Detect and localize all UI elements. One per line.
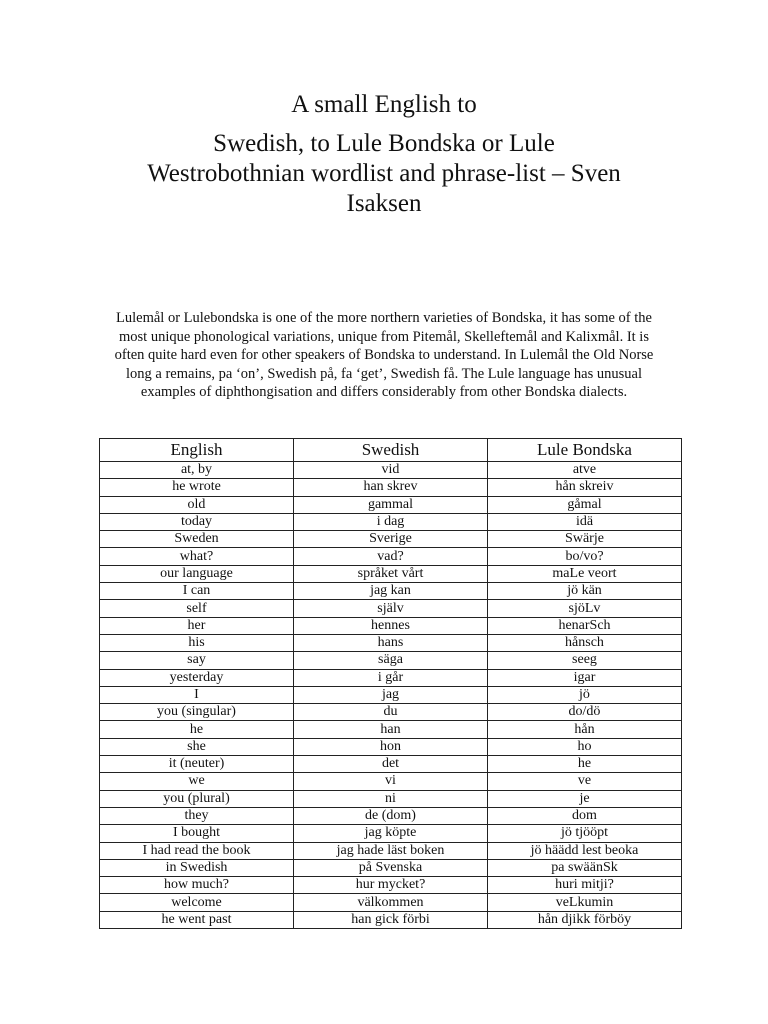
- cell-swedish: i dag: [294, 513, 488, 530]
- title-line-1: A small English to: [291, 91, 477, 118]
- table-row: [100, 496, 682, 513]
- cell-lule-bondska: veLkumin: [488, 894, 682, 911]
- cell-lule-bondska: hån djikk förböy: [488, 911, 682, 928]
- table-row: [100, 513, 682, 530]
- table-row: [100, 652, 682, 669]
- intro-line: most unique phonological variations, unique from Pitemål, Skelleftemål and Kalixmål. It is: [119, 328, 649, 345]
- table-row: [100, 911, 682, 928]
- cell-swedish: han skrev: [294, 479, 488, 496]
- table-row: [100, 790, 682, 807]
- cell-lule-bondska: jö: [488, 686, 682, 703]
- cell-lule-bondska: seeg: [488, 652, 682, 669]
- cell-swedish: välkommen: [294, 894, 488, 911]
- cell-english: old: [100, 496, 294, 513]
- cell-lule-bondska: jö kän: [488, 583, 682, 600]
- column-header-swedish: Swedish: [294, 439, 488, 462]
- cell-swedish: gammal: [294, 496, 488, 513]
- cell-swedish: språket vårt: [294, 565, 488, 582]
- title-line-3: Westrobothnian wordlist and phrase-list – Sven: [147, 160, 621, 187]
- table-row: [100, 669, 682, 686]
- table-row: [100, 773, 682, 790]
- cell-english: we: [100, 773, 294, 790]
- cell-english: they: [100, 807, 294, 824]
- cell-swedish: jag köpte: [294, 825, 488, 842]
- cell-english: how much?: [100, 877, 294, 894]
- table-row: [100, 531, 682, 548]
- cell-lule-bondska: pa swäänSk: [488, 859, 682, 876]
- cell-lule-bondska: igar: [488, 669, 682, 686]
- table-row: [100, 756, 682, 773]
- cell-swedish: hennes: [294, 617, 488, 634]
- column-header-english: English: [100, 439, 294, 462]
- cell-lule-bondska: jö tjööpt: [488, 825, 682, 842]
- table-row: [100, 686, 682, 703]
- table-body: [100, 462, 682, 929]
- cell-lule-bondska: hån: [488, 721, 682, 738]
- intro-line: often quite hard even for other speakers of Bondska to understand. In Lulemål the Old Norse: [114, 347, 654, 363]
- table-row: [100, 462, 682, 479]
- cell-english: you (plural): [100, 790, 294, 807]
- cell-lule-bondska: maLe veort: [488, 565, 682, 582]
- cell-swedish: jag: [294, 686, 488, 703]
- cell-lule-bondska: idä: [488, 513, 682, 530]
- table-row: [100, 807, 682, 824]
- cell-english: welcome: [100, 894, 294, 911]
- wordlist-table: [99, 438, 682, 929]
- intro-line: examples of diphthongisation and differs considerably from other Bondska dialects.: [140, 384, 628, 400]
- cell-lule-bondska: henarSch: [488, 617, 682, 634]
- cell-swedish: vad?: [294, 548, 488, 565]
- cell-lule-bondska: hånsch: [488, 634, 682, 651]
- cell-swedish: jag kan: [294, 583, 488, 600]
- cell-english: you (singular): [100, 704, 294, 721]
- cell-lule-bondska: atve: [488, 462, 682, 479]
- table-header-row: [100, 439, 682, 462]
- cell-english: say: [100, 652, 294, 669]
- cell-english: at, by: [100, 462, 294, 479]
- table-row: [100, 894, 682, 911]
- cell-english: I: [100, 686, 294, 703]
- cell-english: today: [100, 513, 294, 530]
- cell-swedish: det: [294, 756, 488, 773]
- cell-swedish: han gick förbi: [294, 911, 488, 928]
- cell-english: she: [100, 738, 294, 755]
- cell-english: our language: [100, 565, 294, 582]
- cell-english: yesterday: [100, 669, 294, 686]
- cell-swedish: på Svenska: [294, 859, 488, 876]
- cell-english: he went past: [100, 911, 294, 928]
- cell-lule-bondska: Swärje: [488, 531, 682, 548]
- table-row: [100, 825, 682, 842]
- cell-swedish: jag hade läst boken: [294, 842, 488, 859]
- table-row: [100, 738, 682, 755]
- cell-swedish: hans: [294, 634, 488, 651]
- cell-english: I had read the book: [100, 842, 294, 859]
- cell-swedish: vi: [294, 773, 488, 790]
- cell-lule-bondska: bo/vo?: [488, 548, 682, 565]
- cell-lule-bondska: ve: [488, 773, 682, 790]
- cell-english: his: [100, 634, 294, 651]
- cell-english: I can: [100, 583, 294, 600]
- cell-english: in Swedish: [100, 859, 294, 876]
- cell-swedish: vid: [294, 462, 488, 479]
- cell-english: I bought: [100, 825, 294, 842]
- cell-english: he wrote: [100, 479, 294, 496]
- cell-english: self: [100, 600, 294, 617]
- document-title-continued: [84, 129, 684, 219]
- table-row: [100, 565, 682, 582]
- intro-paragraph: [92, 309, 676, 402]
- table-row: [100, 617, 682, 634]
- table-row: [100, 859, 682, 876]
- cell-english: her: [100, 617, 294, 634]
- cell-lule-bondska: ho: [488, 738, 682, 755]
- cell-swedish: de (dom): [294, 807, 488, 824]
- cell-english: Sweden: [100, 531, 294, 548]
- cell-swedish: ni: [294, 790, 488, 807]
- table-row: [100, 842, 682, 859]
- table-row: [100, 634, 682, 651]
- cell-lule-bondska: gåmal: [488, 496, 682, 513]
- cell-english: it (neuter): [100, 756, 294, 773]
- cell-swedish: i går: [294, 669, 488, 686]
- cell-swedish: hur mycket?: [294, 877, 488, 894]
- cell-swedish: själv: [294, 600, 488, 617]
- table-row: [100, 479, 682, 496]
- title-line-2: Swedish, to Lule Bondska or Lule: [213, 130, 555, 157]
- cell-swedish: säga: [294, 652, 488, 669]
- cell-swedish: han: [294, 721, 488, 738]
- cell-lule-bondska: do/dö: [488, 704, 682, 721]
- cell-english: he: [100, 721, 294, 738]
- table-row: [100, 548, 682, 565]
- cell-english: what?: [100, 548, 294, 565]
- intro-line: long a remains, pa ‘on’, Swedish på, fa ‘get’, Swedish få. The Lule language has unusual: [126, 365, 642, 382]
- cell-lule-bondska: he: [488, 756, 682, 773]
- cell-swedish: hon: [294, 738, 488, 755]
- table-row: [100, 704, 682, 721]
- title-line-4: Isaksen: [346, 190, 422, 217]
- document-title: [84, 90, 684, 120]
- intro-line: Lulemål or Lulebondska is one of the more northern varieties of Bondska, it has some of the: [116, 310, 652, 326]
- cell-lule-bondska: dom: [488, 807, 682, 824]
- table-row: [100, 721, 682, 738]
- column-header-lule-bondska: Lule Bondska: [488, 439, 682, 462]
- cell-lule-bondska: sjöLv: [488, 600, 682, 617]
- cell-swedish: du: [294, 704, 488, 721]
- cell-lule-bondska: hån skreiv: [488, 479, 682, 496]
- cell-swedish: Sverige: [294, 531, 488, 548]
- cell-lule-bondska: jö häädd lest beoka: [488, 842, 682, 859]
- cell-lule-bondska: huri mitji?: [488, 877, 682, 894]
- table-row: [100, 877, 682, 894]
- cell-lule-bondska: je: [488, 790, 682, 807]
- table-row: [100, 600, 682, 617]
- table-row: [100, 583, 682, 600]
